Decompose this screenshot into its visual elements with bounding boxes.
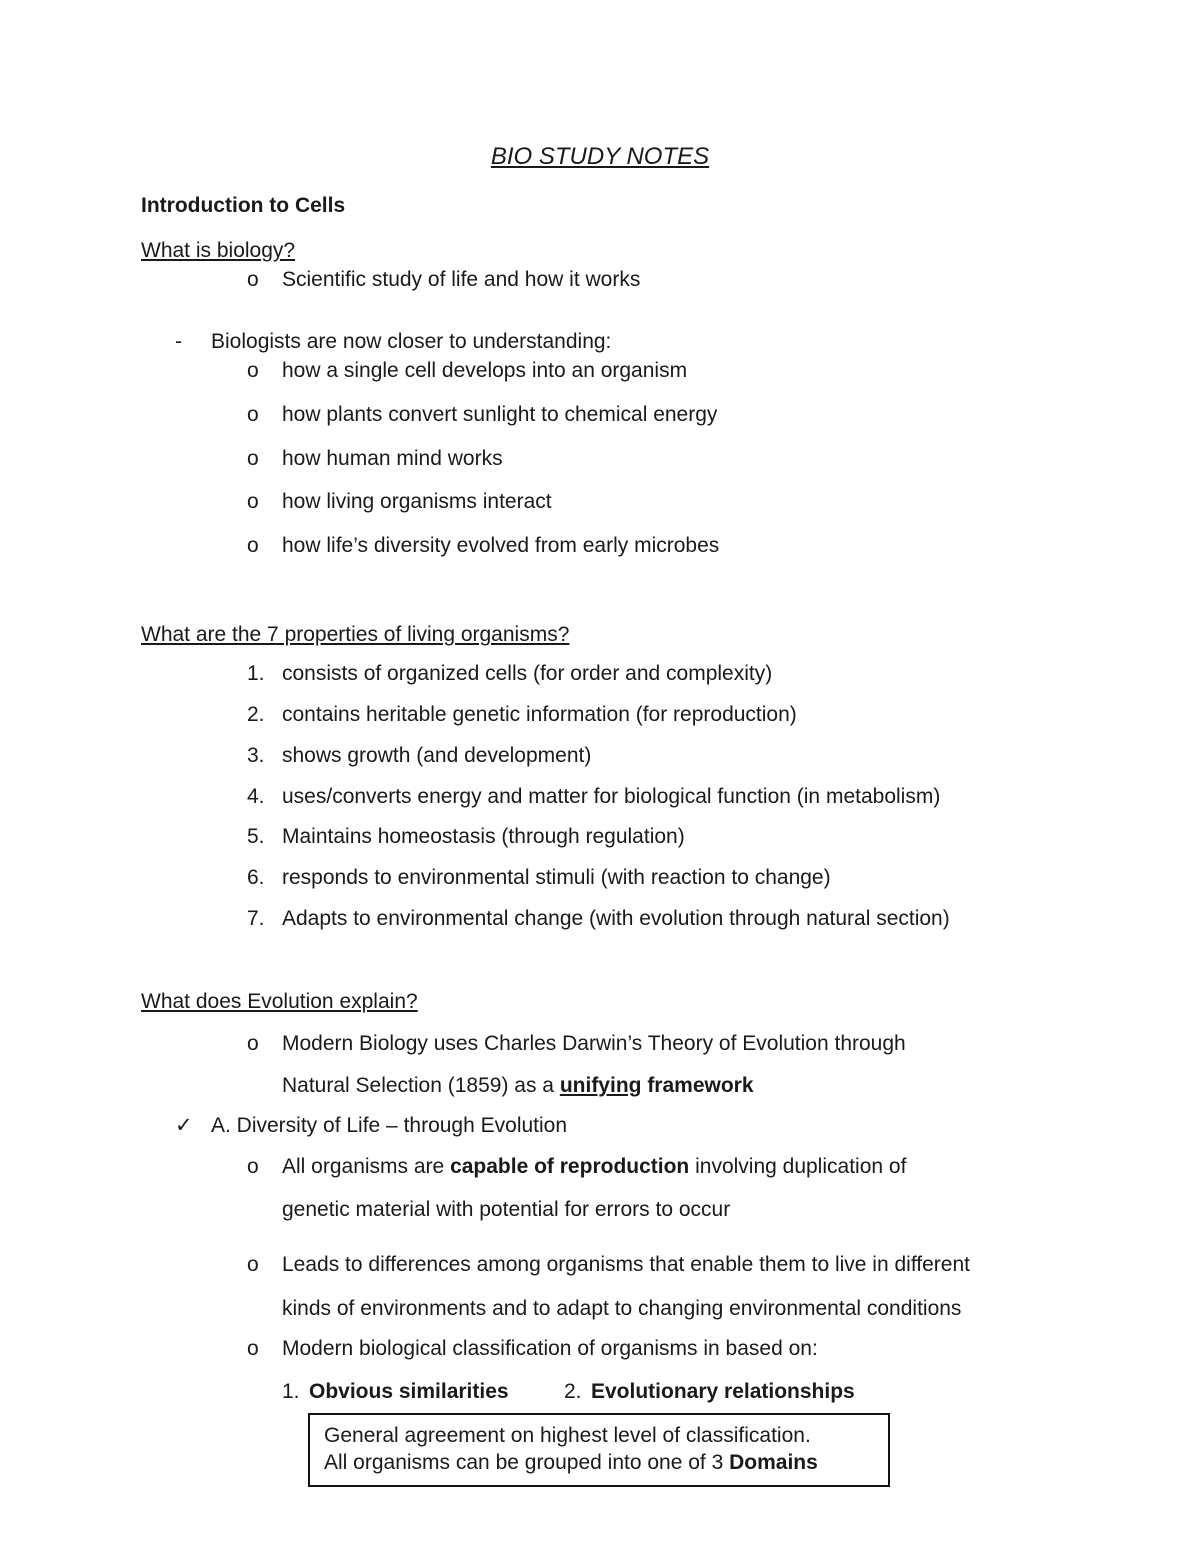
list-item: how a single cell develops into an organism [282, 359, 688, 382]
biologists-intro: Biologists are now closer to understanding: [211, 330, 612, 353]
list-item: how plants convert sunlight to chemical energy [282, 403, 718, 426]
list-item: consists of organized cells (for order and complexity) [282, 662, 773, 685]
list-item: shows growth (and development) [282, 744, 592, 767]
list-item: uses/converts energy and matter for biological function (in metabolism) [282, 785, 941, 808]
text-run: involving duplication of [689, 1155, 907, 1178]
emphasis-text: Domains [729, 1451, 818, 1474]
bullet-marker: o [247, 403, 259, 426]
list-item: Scientific study of life and how it works [282, 268, 641, 291]
list-number: 2. [564, 1380, 582, 1403]
list-item: contains heritable genetic information (for reproduction) [282, 703, 797, 726]
question-what-is-biology: What is biology? [141, 239, 296, 262]
bullet-marker: o [247, 359, 259, 382]
list-item [282, 1156, 906, 1177]
bullet-marker: o [247, 1155, 259, 1178]
callout-line [324, 1452, 818, 1473]
emphasis-text: framework [641, 1074, 754, 1097]
classification-basis-1: Obvious similarities [309, 1380, 509, 1403]
question-properties: What are the 7 properties of living organisms? [141, 623, 570, 646]
question-evolution: What does Evolution explain? [141, 990, 418, 1013]
bullet-marker: o [247, 1253, 259, 1276]
list-number: 3. [247, 744, 265, 767]
bullet-marker: o [247, 447, 259, 470]
list-item: Adapts to environmental change (with evolution through natural section) [282, 907, 950, 930]
classification-basis-2: Evolutionary relationships [591, 1380, 855, 1403]
list-item: Modern Biology uses Charles Darwin’s Theory of Evolution through [282, 1032, 906, 1055]
dash-marker: - [175, 330, 182, 353]
bullet-marker: o [247, 534, 259, 557]
list-item-continuation [282, 1075, 754, 1096]
list-item: Leads to differences among organisms that enable them to live in different [282, 1253, 970, 1276]
text-run: All organisms can be grouped into one of 3 [324, 1451, 730, 1474]
list-number: 7. [247, 907, 265, 930]
bullet-marker: o [247, 1032, 259, 1055]
list-item-continuation: genetic material with potential for errors to occur [282, 1198, 731, 1221]
bullet-marker: o [247, 490, 259, 513]
bullet-marker: o [247, 268, 259, 291]
checkmark-icon: ✓ [175, 1114, 193, 1137]
list-item: how life’s diversity evolved from early microbes [282, 534, 720, 557]
list-item: how human mind works [282, 447, 503, 470]
list-number: 6. [247, 866, 265, 889]
list-item-continuation: kinds of environments and to adapt to changing environmental conditions [282, 1297, 962, 1320]
document-title: BIO STUDY NOTES [490, 143, 710, 170]
emphasis-text: capable of reproduction [450, 1155, 690, 1178]
domains-callout-box [308, 1413, 890, 1487]
callout-line: General agreement on highest level of classification. [324, 1424, 811, 1447]
section-heading: Introduction to Cells [141, 194, 346, 217]
emphasis-text: unifying [559, 1074, 642, 1097]
bullet-marker: o [247, 1337, 259, 1360]
list-number: 2. [247, 703, 265, 726]
list-item: responds to environmental stimuli (with reaction to change) [282, 866, 831, 889]
text-run: All organisms are [282, 1155, 451, 1178]
list-number: 1. [247, 662, 265, 685]
list-number: 5. [247, 825, 265, 848]
list-item: how living organisms interact [282, 490, 552, 513]
diversity-heading: A. Diversity of Life – through Evolution [211, 1114, 568, 1137]
list-number: 1. [282, 1380, 300, 1403]
list-item: Modern biological classification of organisms in based on: [282, 1337, 818, 1360]
list-number: 4. [247, 785, 265, 808]
list-item: Maintains homeostasis (through regulation) [282, 825, 685, 848]
text-run: Natural Selection (1859) as a [282, 1074, 560, 1097]
